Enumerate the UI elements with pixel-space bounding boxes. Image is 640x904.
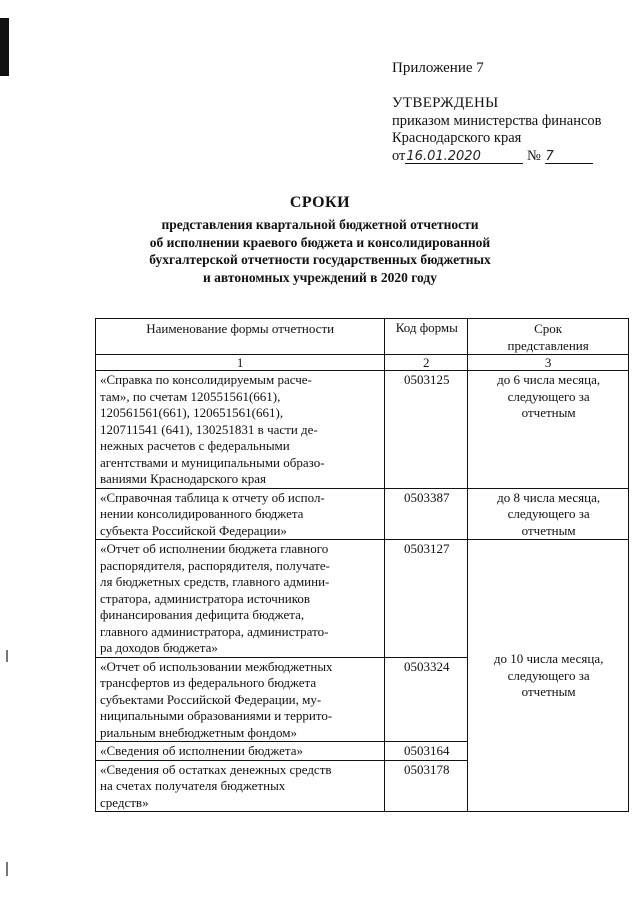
table-header-row	[96, 319, 629, 355]
deadline-line: до 10 числа месяца,	[493, 651, 604, 667]
approved-title: УТВЕРЖДЕНЫ	[392, 95, 499, 111]
appendix-label: Приложение 7	[392, 60, 484, 76]
subtitle-line: представления квартальной бюджетной отчетности	[161, 217, 479, 232]
form-code-cell: 0503178	[385, 760, 468, 812]
form-name-cell	[96, 371, 385, 489]
header-form-name: Наименование формы отчетности	[96, 319, 385, 355]
form-name-line: субъектами Российской Федерации, му-	[100, 691, 322, 707]
date-prefix: от	[392, 147, 406, 164]
deadline-cell	[468, 371, 629, 489]
document-subtitle	[0, 216, 640, 286]
approved-line: приказом министерства финансов	[392, 112, 602, 129]
form-name-line: финансирования дефицита бюджета,	[100, 607, 305, 622]
order-date: 16.01.2020	[405, 150, 523, 164]
form-name-line: главного администратора, администрато-	[100, 623, 329, 639]
deadline-line: отчетным	[521, 522, 576, 538]
form-code-cell: 0503387	[385, 488, 468, 540]
form-name-line: субъекта Российской Федерации»	[100, 522, 287, 538]
form-name-line: трансфертов из федерального бюджета	[100, 675, 317, 690]
form-name-line: «Справка по консолидируемым расче-	[100, 372, 312, 387]
deadline-line: до 6 числа месяца,	[497, 372, 601, 387]
deadlines-table	[95, 318, 629, 812]
form-name-line: ниципальными образованиями и террито-	[100, 708, 333, 723]
table-row	[96, 488, 629, 540]
deadline-line: отчетным	[521, 684, 576, 700]
form-name-line: ля бюджетных средств, главного админи-	[100, 574, 330, 589]
form-name-line: «Отчет об использовании межбюджетных	[100, 658, 333, 674]
form-name-line: 120561561(661), 120651561(661),	[100, 405, 284, 420]
column-number: 1	[96, 355, 385, 371]
form-name-line: на счетах получателя бюджетных	[100, 778, 286, 793]
header-deadline: Срок представления	[468, 319, 629, 355]
form-code-cell: 0503127	[385, 540, 468, 658]
form-name-line: там», по счетам 120551561(661),	[100, 388, 281, 404]
form-name-line: ра доходов бюджета»	[100, 640, 218, 655]
approved-line: Краснодарского края	[392, 130, 522, 146]
deadline-line: до 8 числа месяца,	[497, 489, 601, 505]
subtitle-line: об исполнении краевого бюджета и консолидированной	[149, 234, 491, 250]
subtitle-line: бухгалтерской отчетности государственных бюджетных	[149, 252, 491, 267]
form-name-line: ваниями Краснодарского края	[100, 471, 266, 486]
form-name-line: нежных расчетов с федеральными	[100, 438, 290, 453]
column-number: 2	[385, 355, 468, 371]
form-name-cell	[96, 742, 385, 761]
form-name-cell	[96, 657, 385, 742]
form-name-line: стратора, администратора источников	[100, 590, 311, 606]
form-name-line: «Сведения об остатках денежных средств	[100, 761, 332, 777]
form-code-cell: 0503324	[385, 657, 468, 742]
scan-edge-mark	[6, 650, 8, 662]
form-name-line: «Отчет об исполнении бюджета главного	[100, 541, 329, 556]
order-number: 7	[545, 150, 593, 164]
form-name-cell	[96, 488, 385, 540]
form-name-line: средств»	[100, 794, 149, 810]
form-name-cell	[96, 760, 385, 812]
deadline-cell	[468, 488, 629, 540]
deadline-line: следующего за	[507, 667, 590, 683]
form-name-line: 120711541 (641), 130251831 в части де-	[100, 421, 318, 437]
form-name-line: риальным внебюджетным фондом»	[100, 724, 297, 740]
header-form-code: Код формы	[385, 319, 468, 355]
form-code-cell: 0503125	[385, 371, 468, 489]
deadline-line: следующего за	[507, 506, 590, 521]
approval-block	[392, 95, 602, 165]
deadline-line: отчетным	[521, 405, 576, 420]
deadline-line: следующего за	[507, 388, 590, 404]
form-name-line: «Справочная таблица к отчету об испол-	[100, 489, 325, 505]
form-name-line: агентствами и муниципальными образо-	[100, 454, 325, 470]
document-title: СРОКИ	[289, 194, 351, 211]
subtitle-line: и автономных учреждений в 2020 году	[203, 269, 437, 285]
column-number: 3	[468, 355, 629, 371]
form-name-line: нении консолидированного бюджета	[100, 506, 304, 521]
column-number-row	[96, 355, 629, 371]
merged-deadline-cell	[468, 540, 629, 812]
form-name-line: «Сведения об исполнении бюджета»	[100, 743, 304, 758]
order-date-row	[392, 148, 602, 166]
scan-edge-mark	[6, 862, 8, 876]
scan-edge-mark	[0, 18, 9, 76]
number-prefix: №	[527, 147, 541, 164]
form-code-cell: 0503164	[385, 742, 468, 761]
table-row	[96, 540, 629, 658]
form-name-cell	[96, 540, 385, 658]
form-name-line: распорядителя, распорядителя, получате-	[100, 557, 330, 573]
table-row	[96, 371, 629, 489]
